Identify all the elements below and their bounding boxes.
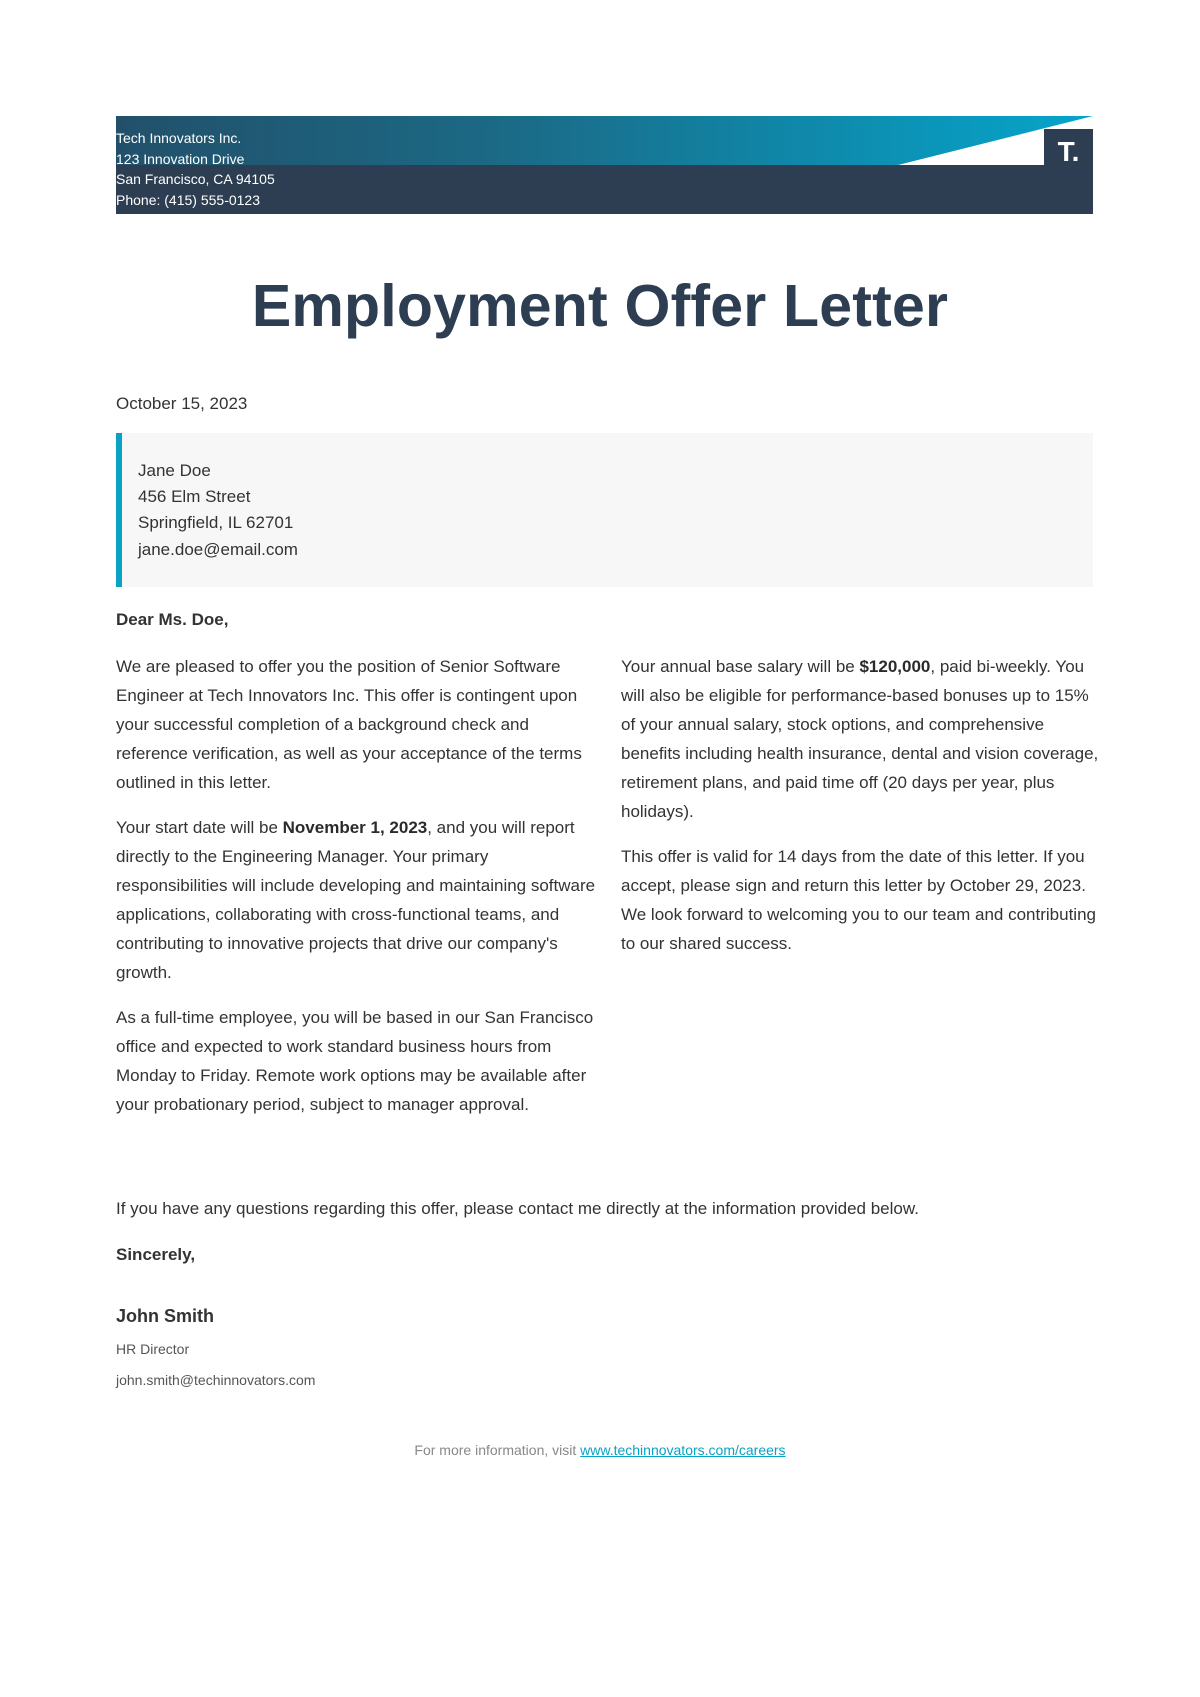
recipient-email: jane.doe@email.com <box>138 540 298 559</box>
recipient-block <box>116 433 1093 587</box>
salutation: Dear Ms. Doe, <box>116 610 229 629</box>
company-phone: Phone: (415) 555-0123 <box>116 191 260 208</box>
footer-text: For more information, visit <box>414 1442 581 1458</box>
text: Your annual base salary will be <box>621 657 860 676</box>
paragraph-position: We are pleased to offer you the position of Senior Software Engineer at Tech Innovators Inc. This offer is contingent upon your successful completion of a background check and reference verification, as well as your acceptance of the terms outlined in this letter. <box>116 657 582 792</box>
company-logo: T. <box>1057 136 1080 167</box>
page-title: Employment Offer Letter <box>251 273 949 339</box>
footer <box>0 1442 1200 1458</box>
recipient-street: 456 Elm Street <box>138 487 251 506</box>
text: , and you will report directly to the Engineering Manager. Your primary responsibilities will include developing and maintaining software applications, collaborating with cross-functional teams, and contributing to innovative projects that drive our company's growth. <box>116 818 596 982</box>
careers-link[interactable]: www.techinnovators.com/careers <box>580 1442 786 1458</box>
paragraph-work-location: As a full-time employee, you will be based in our San Francisco office and expected to work standard business hours from Monday to Friday. Remote work options may be available after your probationary period, subject to manager approval. <box>116 1008 594 1114</box>
recipient-city: Springfield, IL 62701 <box>138 513 294 532</box>
signer-name: John Smith <box>116 1306 214 1326</box>
text: Your start date will be <box>116 818 283 837</box>
recipient-name: Jane Doe <box>138 461 211 480</box>
signer-title: HR Director <box>116 1341 190 1357</box>
company-address-line1: 123 Innovation Drive <box>116 150 245 167</box>
company-info <box>116 128 275 210</box>
signer-email: john.smith@techinnovators.com <box>116 1372 316 1388</box>
company-name: Tech Innovators Inc. <box>116 130 242 146</box>
recipient-address <box>138 458 293 536</box>
text: , paid bi-weekly. You will also be eligible for performance-based bonuses up to 15% of your annual salary, stock options, and comprehensive benefits including health insurance, dental and vision coverage, retirement plans, and paid time off (20 days per year, plus holidays). <box>621 657 1099 821</box>
body-column-right <box>621 652 1101 974</box>
paragraph-start-date <box>116 813 596 987</box>
letter-date: October 15, 2023 <box>116 394 248 413</box>
closing-question: If you have any questions regarding this offer, please contact me directly at the information provided below. <box>116 1199 919 1218</box>
start-date: November 1, 2023 <box>282 818 428 837</box>
salary-amount: $120,000 <box>859 657 931 676</box>
company-address-line2: San Francisco, CA 94105 <box>116 171 275 187</box>
paragraph-compensation <box>621 652 1101 826</box>
sign-off: Sincerely, <box>116 1245 196 1264</box>
letterhead <box>116 116 1093 214</box>
body-column-left <box>116 652 596 1135</box>
paragraph-offer-validity: This offer is valid for 14 days from the date of this letter. If you accept, please sign and return this letter by October 29, 2023. We look forward to welcoming you to our team and contributing to our shared success. <box>621 847 1096 953</box>
